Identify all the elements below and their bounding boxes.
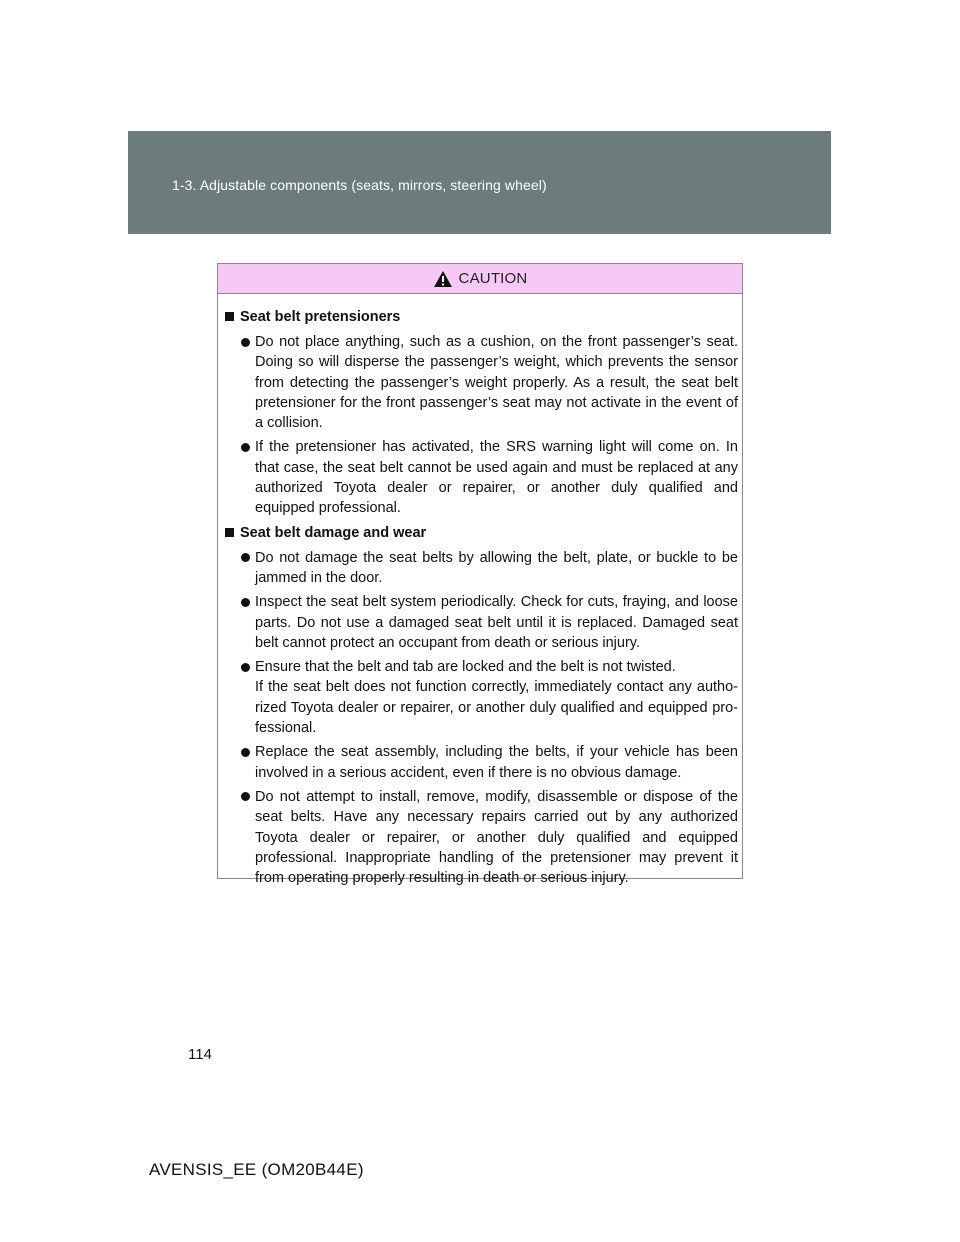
section-damage-and-wear xyxy=(222,523,738,889)
dot-bullet-icon xyxy=(241,338,250,347)
list-item xyxy=(222,787,738,888)
list-item xyxy=(222,332,738,433)
warning-triangle-icon xyxy=(433,270,453,288)
dot-bullet-icon xyxy=(241,598,250,607)
section-title-text: Seat belt pretensioners xyxy=(240,309,401,325)
footer-code: AVENSIS_EE (OM20B44E) xyxy=(149,1160,364,1179)
list-item-text: If the pretensioner has activated, the SRS warning light will come on. In that case, the seat belt cannot be used again and must be replaced at any authorized Toyota dealer or repairer, or another duly qualified and equipped professional. xyxy=(255,439,738,517)
page-number: 114 xyxy=(188,1046,212,1063)
list-item-text: Inspect the seat belt system periodically. Check for cuts, fraying, and loose parts. Do not use a damaged seat belt until it is replaced. Damaged seat belt cannot protect an occupant from death or serious injury. xyxy=(255,594,738,651)
list-item-subtext: If the seat belt does not function correctly, immediately contact any autho-rized Toyota dealer or repairer, or another duly qualified and equipped pro-fessional. xyxy=(255,679,738,737)
dot-bullet-icon xyxy=(241,748,250,757)
section-title xyxy=(222,307,738,327)
dot-bullet-icon xyxy=(241,553,250,562)
header-band xyxy=(128,131,831,234)
list-item-text: Replace the seat assembly, including the belts, if your vehicle has been involved in a serious accident, even if there is no obvious damage. xyxy=(255,744,738,781)
list-item-text: Do not damage the seat belts by allowing the belt, plate, or buckle to be jammed in the door. xyxy=(255,549,738,586)
list-item-text: Do not place anything, such as a cushion, on the front passenger’s seat. Doing so will disperse the passenger’s weight, which prevents the sensor from detecting the passenger’s weight properly. As a result, the seat belt pretensioner for the front passenger’s seat may not activate in the event of a collision. xyxy=(255,334,738,432)
list-item-text: Do not attempt to install, remove, modify, disassemble or dispose of the seat belts. Have any necessary repairs carried out by any authorized Toyota dealer or repairer, or another duly qualified and equipped professional. Inappropriate handling of the pretensioner may prevent it from operating properly resulting in death or serious injury. xyxy=(255,788,738,887)
square-bullet-icon xyxy=(225,528,234,537)
section-title-text: Seat belt damage and wear xyxy=(240,524,427,541)
dot-bullet-icon xyxy=(241,792,250,801)
caution-header xyxy=(218,264,742,294)
section-title xyxy=(222,523,738,543)
list-item xyxy=(222,742,738,783)
dot-bullet-icon xyxy=(241,663,250,672)
dot-bullet-icon xyxy=(241,443,250,452)
list-item xyxy=(222,657,738,738)
square-bullet-icon xyxy=(225,312,234,321)
section-path: 1-3. Adjustable components (seats, mirrors, steering wheel) xyxy=(172,177,547,193)
list-item xyxy=(222,437,738,518)
list-item-text: Ensure that the belt and tab are locked and the belt is not twisted. xyxy=(255,659,676,676)
list-item xyxy=(222,548,738,589)
section-pretensioners xyxy=(222,307,738,519)
caution-title: CAUTION xyxy=(458,270,528,287)
caution-box xyxy=(217,263,743,887)
list-item xyxy=(222,592,738,653)
caution-body xyxy=(218,294,742,888)
